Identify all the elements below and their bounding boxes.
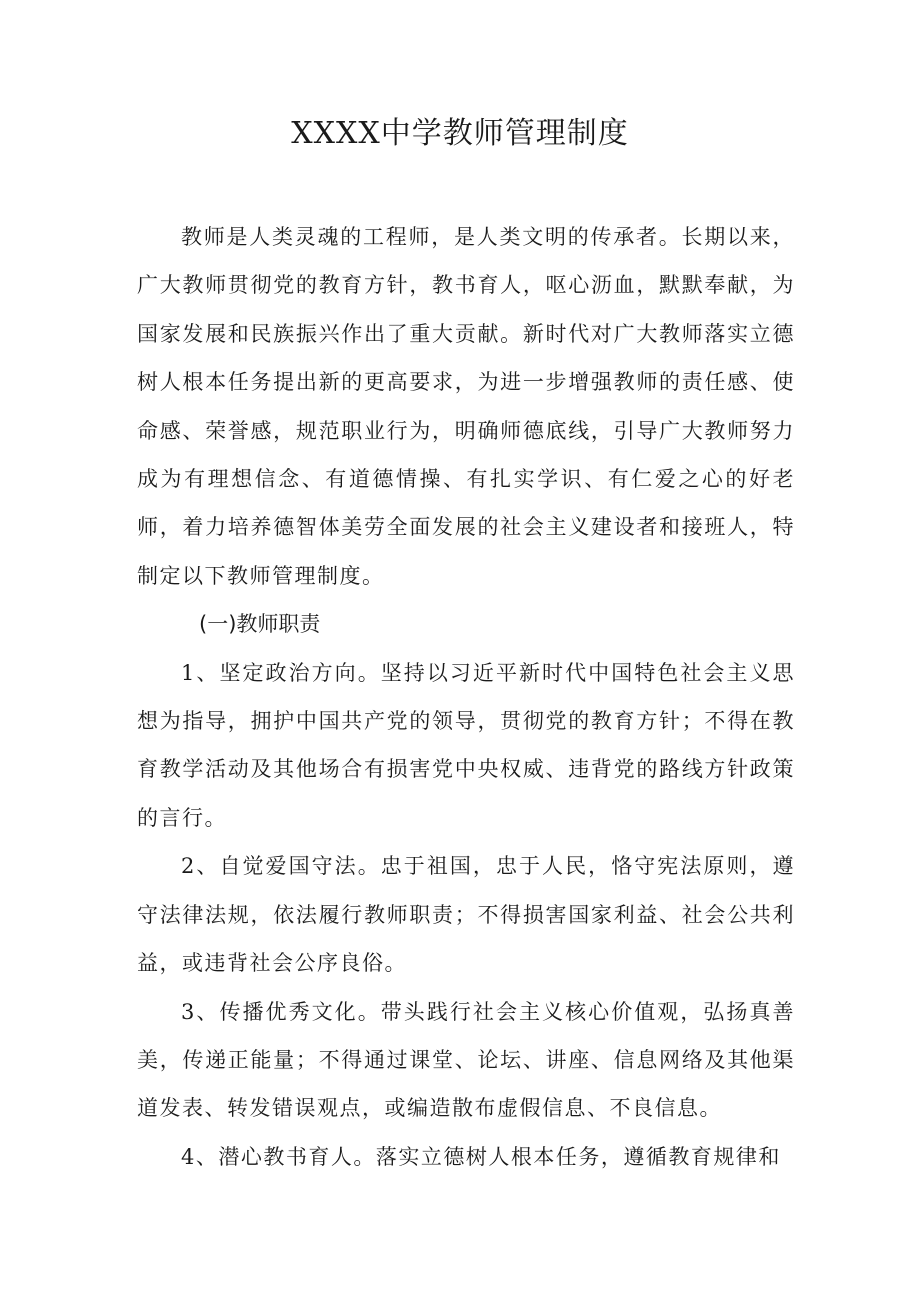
intro-paragraph: 教师是人类灵魂的工程师，是人类文明的传承者。长期以来，广大教师贯彻党的教育方针，教书育人，呕心沥血，默默奉献，为国家发展和民族振兴作出了重大贡献。新时代对广大教师落实立德树人根本任务提出新的更高要求，为进一步增强教师的责任感、使命感、荣誉感，规范职业行为，明确师德底线，引导广大教师努力成为有理想信念、有道德情操、有扎实学识、有仁爱之心的好老师，着力培养德智体美劳全面发展的社会主义建设者和接班人，特制定以下教师管理制度。	[137, 225, 795, 588]
duty-item-3: 3、传播优秀文化。带头践行社会主义核心价值观，弘扬真善美，传递正能量；不得通过课堂、论坛、讲座、信息网络及其他渠道发表、转发错误观点，或编造散布虚假信息、不良信息。	[137, 999, 795, 1121]
duty-item-2: 2、自觉爱国守法。忠于祖国，忠于人民，恪守宪法原则，遵守法律法规，依法履行教师职责；不得损害国家利益、社会公共利益，或违背社会公序良俗。	[137, 854, 795, 976]
section-heading: (一)教师职责	[199, 612, 321, 637]
duty-item-4: 4、潜心教书育人。落实立德树人根本任务，遵循教育规律和	[181, 1144, 781, 1169]
duty-item-1: 1、坚定政治方向。坚持以习近平新时代中国特色社会主义思想为指导，拥护中国共产党的领导，贯彻党的教育方针；不得在教育教学活动及其他场合有损害党中央权威、违背党的路线方针政策的言行。	[137, 660, 795, 830]
document-body	[137, 213, 795, 1181]
document-title: XXXX中学教师管理制度	[291, 116, 629, 151]
